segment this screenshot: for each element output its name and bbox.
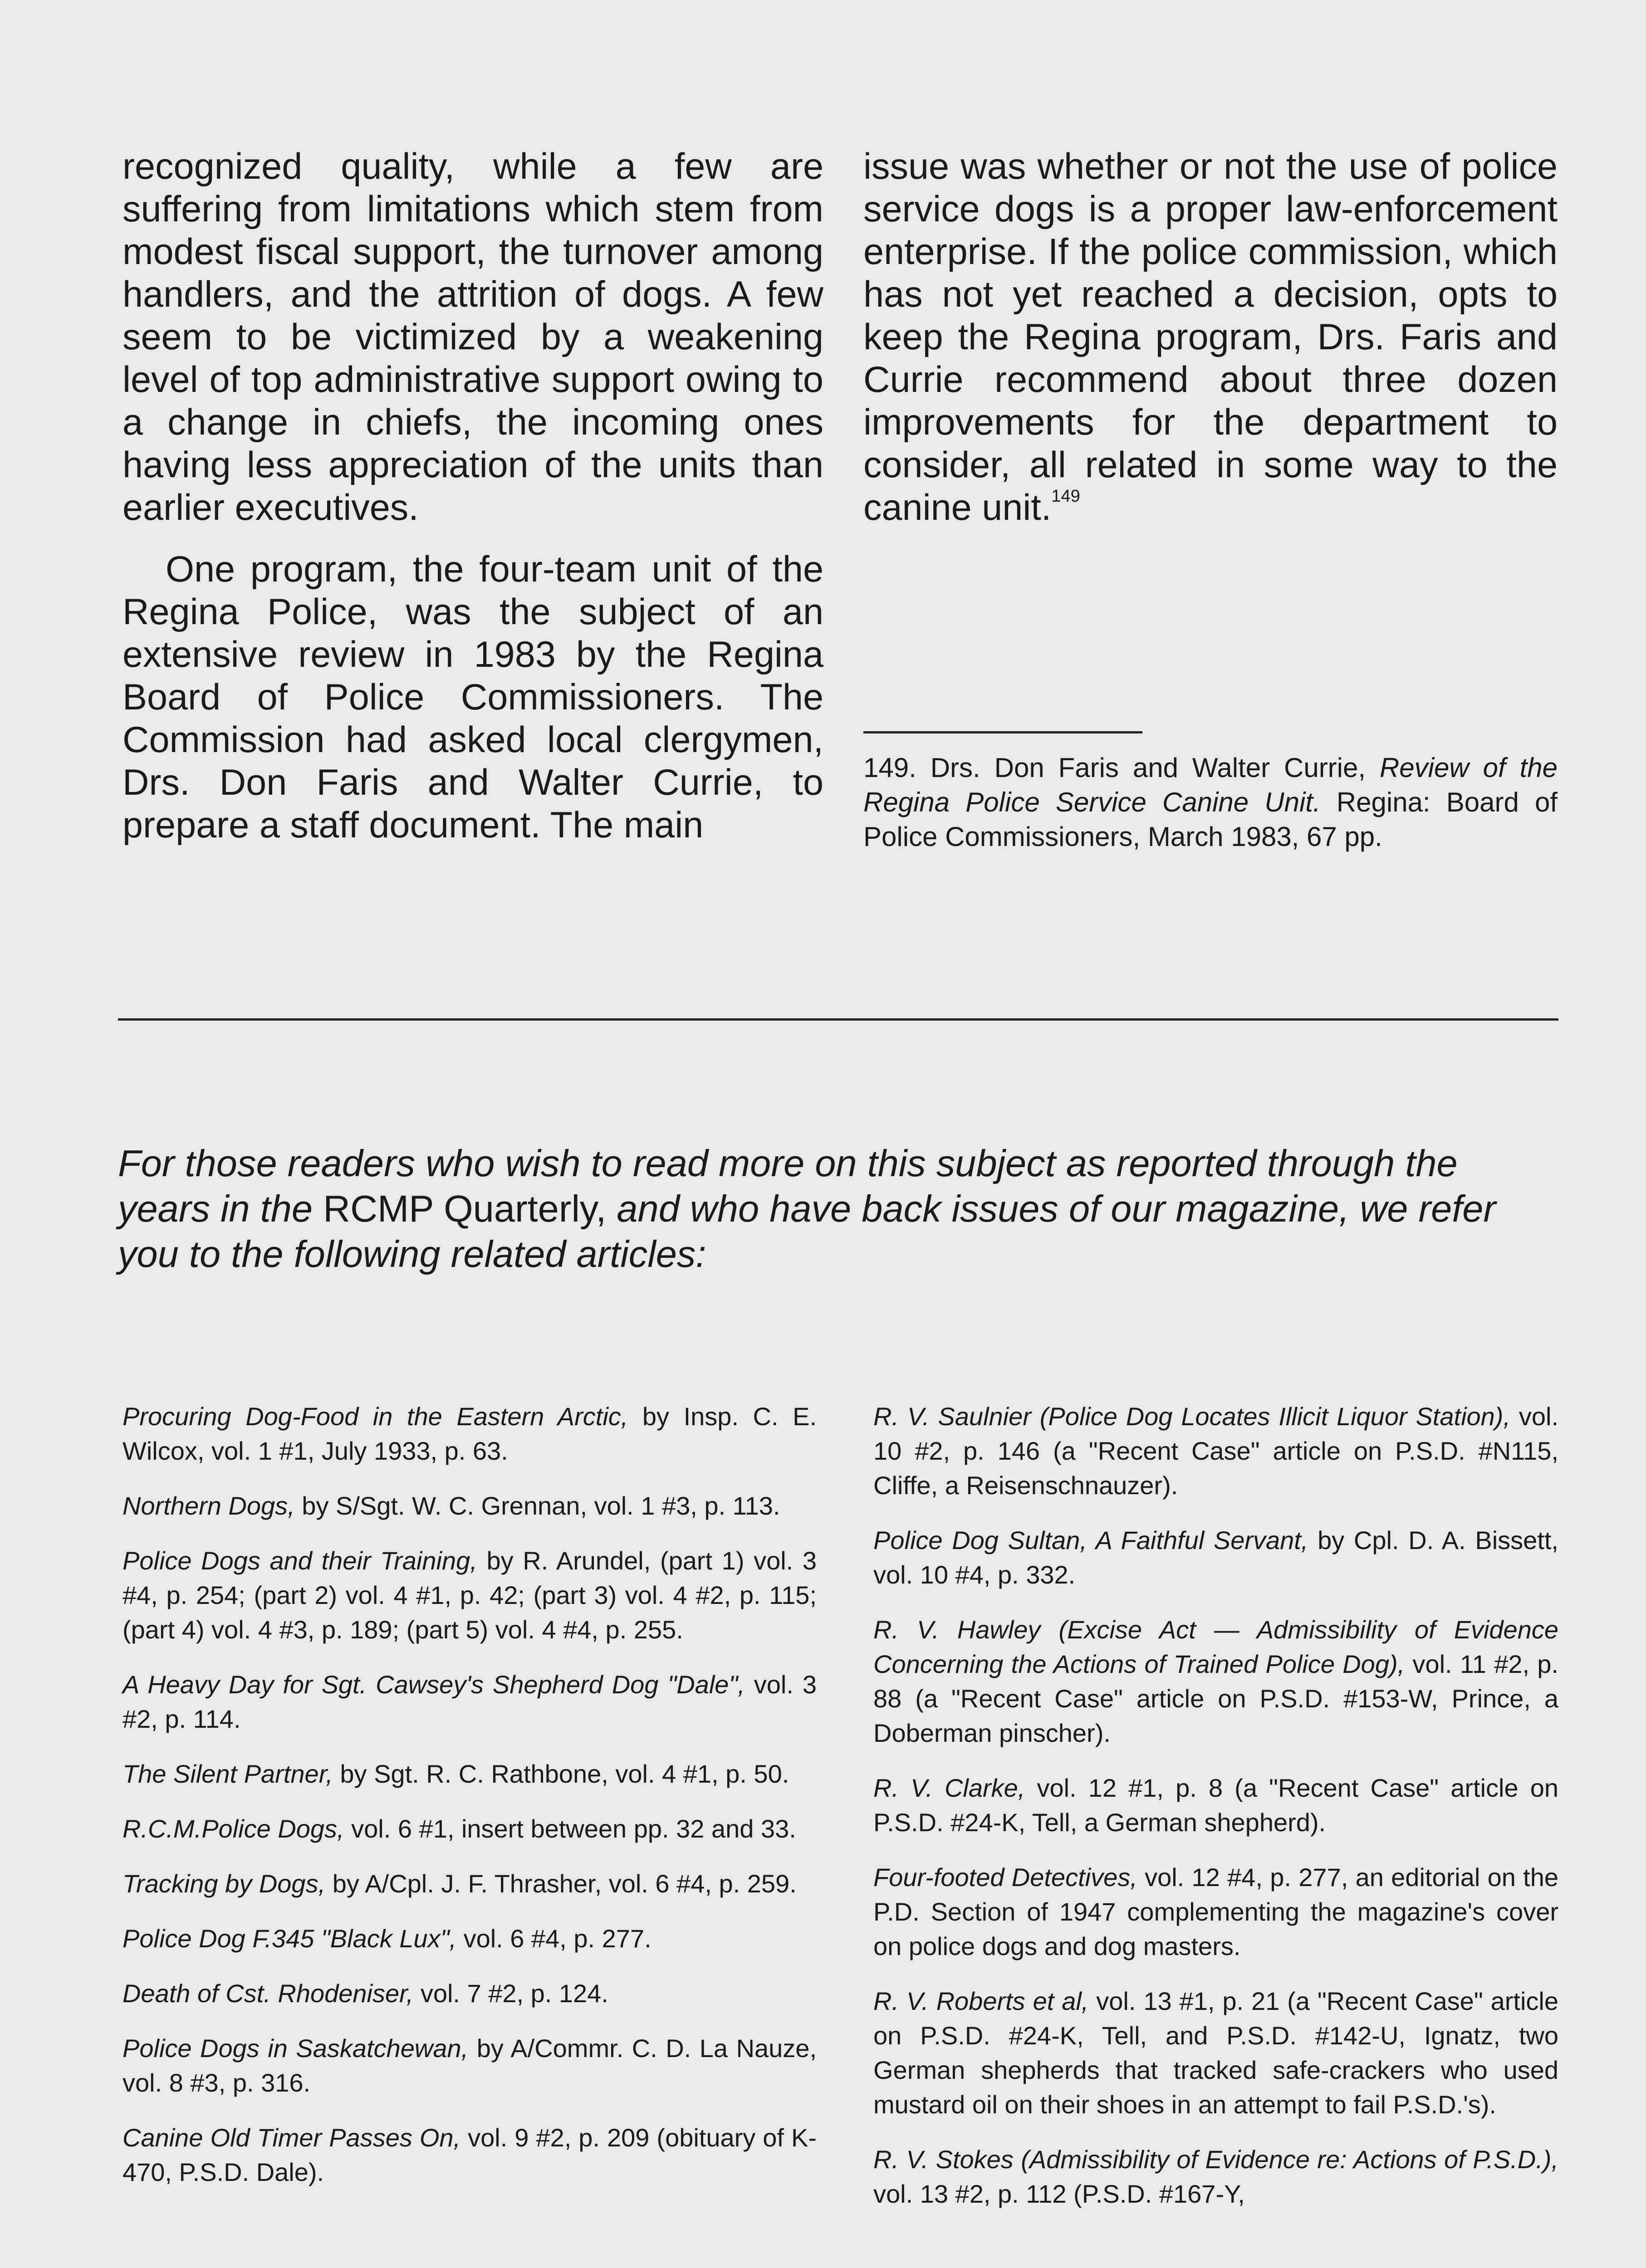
- reference-title: Police Dogs and their Training,: [122, 1546, 477, 1575]
- body-paragraph: recognized quality, while a few are suffering from limitations which stem from modest fiscal support, the turnover among handlers, and the attrition of dogs. A few seem to be victimized by a weakening level of top administrative support owing to a change in chiefs, the incoming ones having less appreciation of the units than earlier executives.: [122, 146, 823, 528]
- reference-details: vol. 6 #1, insert between pp. 32 and 33.: [351, 1814, 796, 1843]
- reference-title: Four-footed Detectives,: [873, 1863, 1137, 1892]
- reference-details: vol. 7 #2, p. 124.: [420, 1979, 608, 2008]
- reference-entry: [122, 1489, 817, 1523]
- reference-entry: [122, 1812, 817, 1846]
- reference-title: Tracking by Dogs,: [122, 1869, 326, 1898]
- reference-details: by Insp. C. E. Wilcox, vol. 1 #1, July 1933, p. 63.: [122, 1402, 817, 1465]
- reference-title: R. V. Hawley (Excise Act — Admissibility of Evidence Concerning the Actions of Trained Police Dog),: [873, 1615, 1558, 1678]
- body-column-left: [122, 145, 823, 865]
- reference-title: Northern Dogs,: [122, 1491, 295, 1520]
- reference-details: vol. 10 #2, p. 146 (a "Recent Case" article on P.S.D. #N115, Cliffe, a Reisenschnauzer).: [873, 1402, 1559, 1500]
- reference-title: Death of Cst. Rhodeniser,: [122, 1979, 414, 2008]
- reference-entry: [122, 1921, 817, 1956]
- reference-entry: [873, 1399, 1558, 1503]
- reference-title: The Silent Partner,: [122, 1760, 333, 1788]
- reference-entry: [122, 1544, 817, 1647]
- reference-title: Procuring Dog-Food in the Eastern Arctic,: [122, 1402, 628, 1431]
- body-paragraph: One program, the four-team unit of the Regina Police, was the subject of an extensive review in 1983 by the Regina Board of Police Commissioners. The Commission had asked local clergymen, Drs. Don Faris and Walter Currie, to prepare a staff document. The main: [122, 549, 823, 846]
- reference-entry: [122, 1867, 817, 1901]
- reference-details: vol. 3 #2, p. 114.: [122, 1670, 817, 1733]
- footnote-details: Regina: Board of Police Commissioners, March 1983, 67 pp.: [863, 787, 1558, 852]
- reference-entry: [873, 1771, 1558, 1840]
- reference-entry: [122, 1667, 817, 1736]
- references-column-right: [873, 1399, 1558, 2232]
- reference-entry: [122, 2121, 817, 2190]
- reference-title: R. V. Roberts et al,: [873, 1987, 1089, 2015]
- reference-entry: [873, 1613, 1558, 1750]
- references-column-left: [122, 1399, 817, 2210]
- reference-details: vol. 11 #2, p. 88 (a "Recent Case" article on P.S.D. #153-W, Prince, a Doberman pinscher).: [873, 1650, 1558, 1747]
- intro-text-part1: For those readers who wish to read more on this subject as reported through the years in the: [118, 1142, 1458, 1230]
- footnote-authors: Drs. Don Faris and Walter Currie,: [930, 753, 1366, 783]
- reference-details: by R. Arundel, (part 1) vol. 3 #4, p. 254; (part 2) vol. 4 #1, p. 42; (part 3) vol. 4 #2, p. 115; (part 4) vol. 4 #3, p. 189; (part 5) vol. 4 #4, p. 255.: [122, 1546, 817, 1644]
- reference-details: vol. 12 #1, p. 8 (a "Recent Case" article on P.S.D. #24-K, Tell, a German shepherd).: [873, 1774, 1559, 1837]
- reference-title: R.C.M.Police Dogs,: [122, 1814, 344, 1843]
- reference-details: by A/Cpl. J. F. Thrasher, vol. 6 #4, p. 259.: [332, 1869, 797, 1898]
- reference-entry: [122, 2031, 817, 2100]
- reference-title: Police Dog F.345 "Black Lux",: [122, 1924, 457, 1953]
- reference-entry: [873, 1860, 1558, 1964]
- reference-entry: [873, 1984, 1558, 2122]
- reference-details: by A/Commr. C. D. La Nauze, vol. 8 #3, p. 316.: [122, 2034, 817, 2097]
- reference-entry: [122, 1757, 817, 1791]
- body-paragraph: [863, 145, 1558, 529]
- reference-title: A Heavy Day for Sgt. Cawsey's Shepherd Dog "Dale",: [122, 1670, 745, 1699]
- reference-title: Canine Old Timer Passes On,: [122, 2123, 461, 2152]
- related-articles-intro: [118, 1141, 1558, 1277]
- reference-entry: [873, 2142, 1558, 2211]
- reference-details: vol. 6 #4, p. 277.: [463, 1924, 652, 1953]
- reference-title: R. V. Saulnier (Police Dog Locates Illicit Liquor Station),: [873, 1402, 1511, 1431]
- reference-details: vol. 12 #4, p. 277, an editorial on the P.D. Section of 1947 complementing the magazine's cover on police dogs and dog masters.: [873, 1863, 1559, 1960]
- reference-details: by Sgt. R. C. Rathbone, vol. 4 #1, p. 50.: [340, 1760, 789, 1788]
- footnote: [863, 751, 1558, 854]
- magazine-name: RCMP Quarterly,: [323, 1188, 607, 1230]
- reference-details: vol. 9 #2, p. 209 (obituary of K-470, P.S.D. Dale).: [122, 2123, 817, 2186]
- reference-details: by S/Sgt. W. C. Grennan, vol. 1 #3, p. 113.: [302, 1491, 780, 1520]
- reference-entry: [873, 1523, 1558, 1592]
- footnote-rule: [863, 731, 1142, 733]
- body-paragraph-text: issue was whether or not the use of police service dogs is a proper law-enforcement enterprise. If the police commission, which has not yet reached a decision, opts to keep the Regina program, Drs. Faris and Currie recommend about three dozen improvements for the department to consider, all related in some way to the canine unit.: [863, 146, 1558, 528]
- footnote-reference: 149: [1051, 487, 1080, 506]
- intro-text-part2: and who have back issues of our magazine, we refer you to the following related articles:: [118, 1188, 1496, 1275]
- reference-title: Police Dogs in Saskatchewan,: [122, 2034, 469, 2063]
- footnote-title: Review of the Regina Police Service Canine Unit.: [863, 753, 1558, 817]
- body-column-right: [863, 145, 1558, 548]
- reference-title: R. V. Clarke,: [873, 1774, 1025, 1802]
- section-separator: [118, 1018, 1558, 1021]
- reference-entry: [122, 1976, 817, 2011]
- footnote-number: 149.: [863, 753, 916, 783]
- reference-details: vol. 13 #2, p. 112 (P.S.D. #167-Y,: [873, 2180, 1245, 2208]
- reference-details: vol. 13 #1, p. 21 (a "Recent Case" article on P.S.D. #24-K, Tell, and P.S.D. #142-U, Ignatz, two German shepherds that tracked safe-crackers who used mustard oil on their shoes in an attempt to fail P.S.D.'s).: [873, 1987, 1558, 2119]
- reference-entry: [122, 1399, 817, 1468]
- reference-title: Police Dog Sultan, A Faithful Servant,: [873, 1526, 1308, 1554]
- reference-details: by Cpl. D. A. Bissett, vol. 10 #4, p. 332.: [873, 1526, 1558, 1589]
- reference-title: R. V. Stokes (Admissibility of Evidence re: Actions of P.S.D.),: [873, 2145, 1558, 2174]
